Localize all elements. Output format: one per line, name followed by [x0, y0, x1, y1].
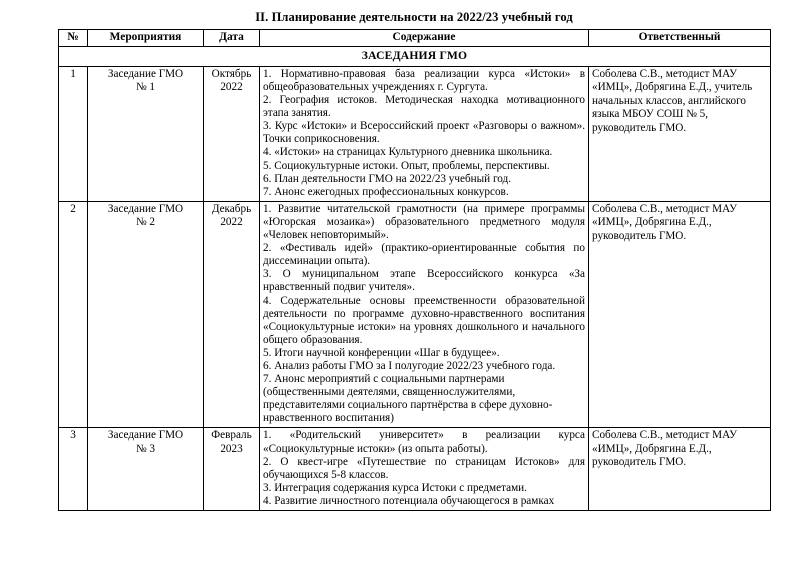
row-responsible — [589, 201, 771, 428]
row-date — [204, 428, 260, 511]
row-content — [260, 428, 589, 511]
row-content — [260, 201, 589, 428]
row-date-month: Февраль — [211, 429, 252, 442]
row-date-year: 2022 — [220, 216, 243, 229]
content-item: 6. План деятельности ГМО на 2022/23 учебный год. — [263, 172, 512, 185]
table-header-row — [59, 30, 771, 47]
row-date-year: 2023 — [220, 442, 243, 455]
row-date-month: Октябрь — [211, 67, 252, 80]
row-number: 1 — [59, 66, 88, 201]
row-event-line-1: Заседание ГМО — [107, 67, 184, 80]
content-item: 1. Развитие читательской грамотности (на примере программы «Югорская мозаика») образовательного предметного модуля «Человек неповторимый». — [263, 202, 585, 242]
row-event-line-2: № 3 — [135, 442, 156, 455]
content-item: 7. Анонс ежегодных профессиональных конкурсов. — [263, 185, 509, 198]
row-date-month: Декабрь — [211, 202, 252, 215]
content-item: 4. Содержательные основы преемственности образовательной деятельности по программе духовно-нравственного воспитания «Социокультурные истоки» на уровнях дошкольного и начального общего образования. — [263, 294, 585, 346]
content-item: 5. Итоги научной конференции «Шаг в будущее». — [263, 346, 500, 359]
section-banner-row — [59, 47, 771, 67]
row-event-line-1: Заседание ГМО — [107, 429, 184, 442]
content-item-list — [263, 68, 585, 199]
column-header-event: Мероприятия — [88, 30, 204, 47]
content-item-list — [263, 429, 585, 508]
content-item: 2. О квест-игре «Путешествие по страницам Истоков» для обучающихся 5-8 классов. — [263, 455, 585, 481]
column-header-content: Содержание — [260, 30, 589, 47]
row-event — [88, 428, 204, 511]
row-date — [204, 201, 260, 428]
section-title: ЗАСЕДАНИЯ ГМО — [59, 47, 771, 67]
row-content — [260, 66, 589, 201]
table-row — [59, 201, 771, 428]
content-item: 4. Развитие личностного потенциала обучающегося в рамках — [263, 494, 555, 507]
row-event — [88, 201, 204, 428]
content-item: 4. «Истоки» на страницах Культурного дневника школьника. — [263, 146, 553, 159]
table-row — [59, 428, 771, 511]
column-header-number: № — [59, 30, 88, 47]
content-item: 5. Социокультурные истоки. Опыт, проблемы, перспективы. — [263, 159, 550, 172]
content-item: 1. «Родительский университет» в реализации курса «Социокультурные истоки» (из опыта работы). — [263, 429, 585, 455]
content-item: 6. Анализ работы ГМО за I полугодие 2022/23 учебного года. — [263, 359, 556, 372]
content-item: 3. Курс «Истоки» и Всероссийский проект «Разговоры о важном». Точки соприкосновения. — [263, 120, 585, 146]
responsible-text: Соболева С.В., методист МАУ «ИМЦ», Добрягина Е.Д., учитель начальных классов, английского языка МБОУ СОШ № 5, руководитель ГМО. — [592, 67, 753, 134]
content-item: 7. Анонс мероприятий с социальными партнерами (общественными деятелями, священнослужителями, представителями социального партнёрства в сфере духовно-нравственного воспитания) — [263, 373, 553, 425]
responsible-text: Соболева С.В., методист МАУ «ИМЦ», Добрягина Е.Д., руководитель ГМО. — [592, 202, 738, 242]
page-title: II. Планирование деятельности на 2022/23 учебный год — [255, 10, 573, 24]
row-responsible — [589, 428, 771, 511]
content-item: 2. «Фестиваль идей» (практико-ориентированные события по диссеминации опыта). — [263, 242, 585, 268]
row-event-line-1: Заседание ГМО — [107, 202, 184, 215]
column-header-date: Дата — [204, 30, 260, 47]
row-date — [204, 66, 260, 201]
responsible-text: Соболева С.В., методист МАУ «ИМЦ», Добрягина Е.Д., руководитель ГМО. — [592, 429, 738, 469]
row-responsible — [589, 66, 771, 201]
row-number: 2 — [59, 201, 88, 428]
column-header-responsible: Ответственный — [589, 30, 771, 47]
activity-plan-table — [58, 29, 771, 511]
row-date-year: 2022 — [220, 81, 243, 94]
table-body — [59, 47, 771, 511]
row-event-line-2: № 2 — [135, 216, 156, 229]
content-item: 3. О муниципальном этапе Всероссийского конкурса «За нравственный подвиг учителя». — [263, 268, 585, 294]
content-item: 2. География истоков. Методическая находка мотивационного этапа занятия. — [263, 94, 585, 120]
row-number: 3 — [59, 428, 88, 511]
content-item-list — [263, 203, 585, 426]
row-event-line-2: № 1 — [135, 81, 156, 94]
row-event — [88, 66, 204, 201]
table-row — [59, 66, 771, 201]
content-item: 3. Интеграция содержания курса Истоки с предметами. — [263, 481, 527, 494]
content-item: 1. Нормативно-правовая база реализации курса «Истоки» в общеобразовательных учреждениях г. Сургута. — [263, 67, 585, 93]
table-header — [59, 30, 771, 47]
